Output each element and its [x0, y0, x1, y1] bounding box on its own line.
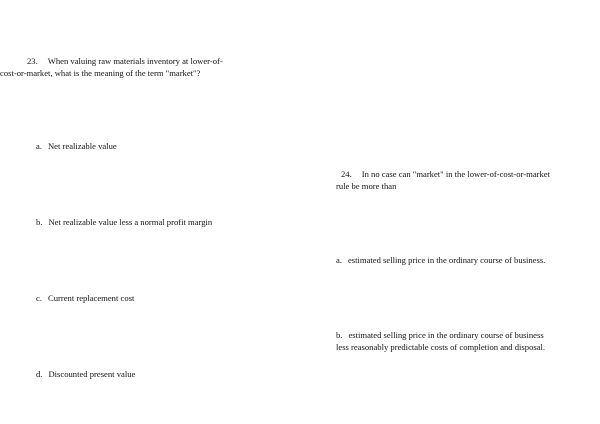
question-23 — [0, 56, 223, 79]
question-23-text-2: cost-or-market, what is the meaning of the term "market"? — [0, 67, 201, 78]
option-letter: b. — [336, 330, 343, 340]
option-text: Net realizable value less a normal profit margin — [48, 217, 213, 227]
question-24 — [336, 169, 550, 192]
question-23-line-1 — [27, 56, 223, 68]
question-23-number: 23. — [27, 56, 38, 66]
option-text: Current replacement cost — [47, 293, 135, 303]
question-24-text-1: In no case can "market" in the lower-of-cost-or-market — [361, 169, 551, 179]
option-letter: c. — [36, 293, 42, 303]
option-text: Net realizable value — [47, 141, 117, 151]
option-text: Discounted present value — [48, 369, 136, 379]
question-24-number: 24. — [341, 169, 352, 179]
option-text: estimated selling price in the ordinary course of business — [348, 330, 544, 340]
question-23-option-b — [36, 217, 212, 229]
option-text: estimated selling price in the ordinary course of business. — [347, 255, 546, 265]
question-23-option-d — [36, 369, 135, 381]
question-24-option-b — [336, 330, 545, 353]
question-24-option-a — [336, 255, 545, 267]
question-23-option-a — [36, 141, 117, 153]
question-24-text-2: rule be more than — [336, 180, 397, 191]
option-text-continued: less reasonably predictable costs of completion and disposal. — [336, 341, 546, 352]
option-letter: a. — [336, 255, 342, 265]
question-23-option-c — [36, 293, 134, 305]
option-letter: b. — [36, 217, 43, 227]
question-23-text-1: When valuing raw materials inventory at lower-of- — [47, 56, 223, 66]
option-letter: a. — [36, 141, 42, 151]
question-24-option-b-line-1 — [336, 330, 545, 342]
question-24-line-1 — [341, 169, 550, 181]
option-letter: d. — [36, 369, 43, 379]
